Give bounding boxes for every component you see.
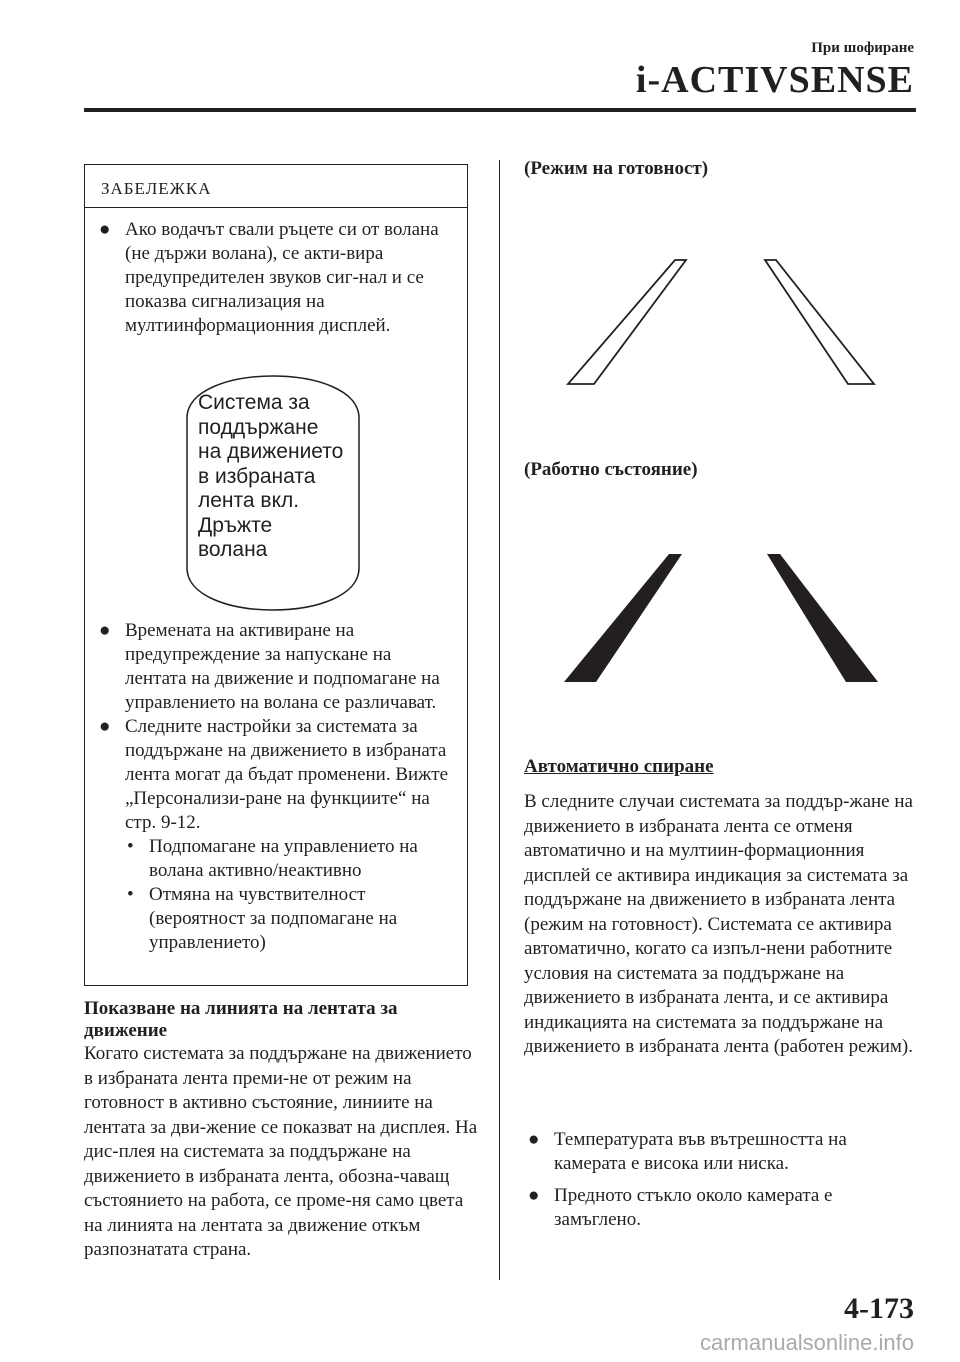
note-bullet — [85, 218, 469, 338]
note-subitem — [125, 835, 457, 883]
note-box — [84, 164, 468, 986]
note-bullet-text: Следните настройки за системата за поддържане на движението в избраната лента могат да бъдат променени. Вижте „Персонализи-ране на функциите“ на стр. 9-12. — [125, 716, 449, 833]
header-section: При шофиране — [811, 40, 914, 56]
bullet-dot-icon: ● — [99, 716, 111, 737]
note-sublist — [125, 835, 457, 955]
operating-lane-lines-icon — [560, 550, 880, 690]
note-list-top — [85, 218, 469, 338]
display-message — [198, 391, 343, 563]
bullet-dot-icon: ● — [528, 1185, 540, 1206]
note-rule — [85, 207, 467, 208]
watermark: carmanualsonline.info — [699, 1330, 914, 1355]
standby-lane-lines-icon — [560, 250, 880, 390]
note-bullet — [85, 619, 469, 715]
note-bullet-text: Ако водачът свали ръцете си от волана (не държи волана), се акти-вира предупредителен звуков сиг-нал и се показва сигнализация на мултиинформационния дисплей. — [125, 219, 439, 336]
bullet-dot-icon: ● — [528, 1129, 540, 1150]
standby-label: (Режим на готовност) — [524, 158, 709, 179]
condition-item — [500, 1128, 920, 1176]
note-list-bottom — [85, 619, 469, 955]
auto-stop-conditions — [500, 1128, 920, 1232]
sub-bullet-icon: • — [127, 836, 134, 857]
condition-text: Температурата във вътрешността на камерата е висока или ниска. — [554, 1129, 847, 1174]
note-subitem — [125, 883, 457, 955]
condition-text: Предното стъкло около камерата е замъглено. — [554, 1185, 833, 1230]
page-number: 4-173 — [844, 1292, 914, 1325]
display-line: Система за — [198, 391, 310, 414]
note-bullet — [85, 715, 469, 955]
bullet-dot-icon: ● — [99, 219, 111, 240]
sub-bullet-icon: • — [127, 884, 134, 905]
lane-display-body: Когато системата за поддържане на движението в избраната лента преми-не от режим на готовност в активно състояние, линиите на лентата за дви-жение се показват на дисплея. На дис-плея на системата за поддържане на движението в избраната лента, обозна-чаващ състоянието на работа, се проме-ня само цвета на линията на лентата за движение откъм разпознатата страна. — [84, 1043, 478, 1260]
display-line: поддържане — [198, 415, 319, 439]
header-rule — [84, 108, 916, 112]
bullet-dot-icon: ● — [99, 620, 111, 641]
display-line: в избраната — [198, 464, 316, 488]
display-line: на движението — [198, 440, 344, 463]
display-line: волана — [198, 538, 268, 561]
operating-label: (Работно състояние) — [524, 459, 698, 480]
display-line: лента вкл. — [198, 489, 300, 512]
steering-warning-display — [186, 362, 360, 624]
header-title: i-ACTIVSENSE — [635, 59, 914, 101]
auto-stop-body: В следните случаи системата за поддър-жане на движението в избраната лента се отменя автоматично и на мултиин-формационния дисплей се активира индикация за системата за поддържане на движението в избраната лента (режим на готовност). Системата се активира автоматично, когато са изпъл-нени работните условия на системата за поддържане на движението в избраната лента, и се активира индикацията на системата за поддържане на движението в избраната лента (работен режим). — [524, 791, 913, 1057]
note-subitem-text: Подпомагане на управлението на волана активно/неактивно — [149, 836, 418, 881]
note-subitem-text: Отмяна на чувствителност (вероятност за подпомагане на управлението) — [149, 884, 398, 953]
display-line: Дръжте — [198, 513, 273, 537]
note-bullet-text: Времената на активиране на предупреждение за напускане на лентата на движение и подпомагане на управлението на волана се различават. — [125, 620, 440, 713]
condition-item — [500, 1184, 920, 1232]
note-title: ЗАБЕЛЕЖКА — [101, 179, 212, 198]
column-divider — [499, 160, 500, 1280]
auto-stop-heading: Автоматично спиране — [524, 756, 714, 777]
lane-display-heading: Показване на линията на лентата за движение — [84, 998, 398, 1041]
